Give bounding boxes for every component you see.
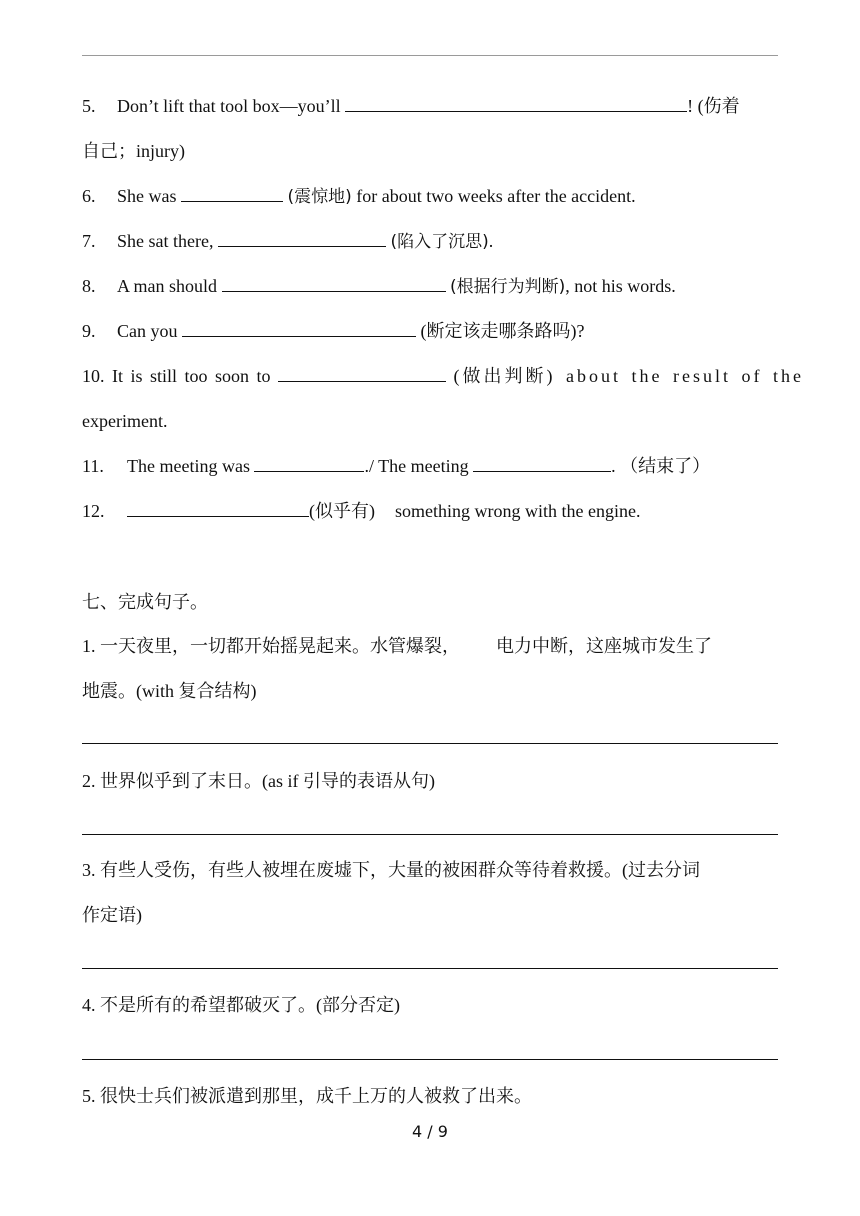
question-text: experiment. <box>82 411 168 431</box>
question-text: Don’t lift that tool box—you’ll <box>117 96 346 116</box>
sentence-1-cont: 地震。(with 复合结构) <box>82 681 257 701</box>
question-8 <box>82 274 778 299</box>
page-number: 4 / 9 <box>412 1122 448 1141</box>
sentence-5: 5. 很快士兵们被派遣到那里，成千上万的人被救了出来。 <box>82 1086 532 1106</box>
question-7 <box>82 229 778 254</box>
question-number: 10. <box>82 366 105 386</box>
question-hint: (根据行为判断) <box>450 277 566 297</box>
sentence-4: 4. 不是所有的希望都破灭了。(部分否定) <box>82 995 400 1015</box>
question-hint: (断定该走哪条路吗)? <box>420 321 585 341</box>
question-9 <box>82 319 778 343</box>
answer-blank[interactable] <box>182 320 416 337</box>
answer-blank[interactable] <box>278 365 446 382</box>
answer-blank[interactable] <box>254 455 364 472</box>
answer-line[interactable] <box>82 834 778 835</box>
sentence-3-cont: 作定语) <box>82 905 142 925</box>
question-text: for about two weeks after the accident. <box>351 186 636 206</box>
question-5-cont <box>82 139 778 163</box>
question-5 <box>82 94 778 118</box>
answer-blank[interactable] <box>181 185 283 202</box>
answer-blank[interactable] <box>222 275 446 292</box>
question-10-cont <box>82 409 778 433</box>
question-10 <box>82 364 804 388</box>
question-text: something wrong with the engine. <box>395 501 641 521</box>
sentence-2: 2. 世界似乎到了末日。(as if 引导的表语从句) <box>82 771 435 791</box>
answer-line[interactable] <box>82 968 778 969</box>
question-11 <box>82 454 778 479</box>
question-number: 5. <box>82 96 96 116</box>
question-text: 自己；injury) <box>82 141 185 161</box>
question-text: A man should <box>117 276 222 296</box>
question-text: She sat there, <box>117 231 218 251</box>
question-text: Can you <box>117 321 182 341</box>
question-6 <box>82 184 778 209</box>
answer-line[interactable] <box>82 1059 778 1060</box>
sentence-text: 电力中断，这座城市发生了 <box>496 636 712 656</box>
answer-line[interactable] <box>82 743 778 744</box>
answer-blank[interactable] <box>127 500 309 517</box>
question-number: 11. <box>82 456 104 476</box>
question-hint: (似乎有) <box>309 501 375 521</box>
question-number: 8. <box>82 276 96 296</box>
question-text: . <box>488 231 494 251</box>
question-hint: （结束了） <box>620 456 711 477</box>
question-number: 12. <box>82 501 105 521</box>
question-text: , not his words. <box>565 276 676 296</box>
answer-blank[interactable] <box>218 230 386 247</box>
sentence-text: 1. 一天夜里，一切都开始摇晃起来。水管爆裂， <box>82 636 460 656</box>
question-number: 7. <box>82 231 96 251</box>
question-hint: (震惊地) <box>287 187 352 207</box>
sentence-3: 3. 有些人受伤，有些人被埋在废墟下，大量的被困群众等待着救援。(过去分词 <box>82 860 700 880</box>
section-title: 七、完成句子。 <box>82 592 208 613</box>
question-number: 9. <box>82 321 96 341</box>
sentence-1 <box>82 634 778 658</box>
question-number: 6. <box>82 186 96 206</box>
question-hint: ! (伤着 <box>687 96 740 116</box>
header-rule <box>82 55 778 56</box>
question-hint: (陷入了沉思) <box>390 232 489 252</box>
answer-blank[interactable] <box>345 95 687 112</box>
answer-blank[interactable] <box>473 455 611 472</box>
question-text: ./ The meeting <box>364 456 474 476</box>
question-hint: (做出判断) about the result of the <box>453 366 804 386</box>
question-text: . <box>611 456 616 476</box>
question-12 <box>82 499 778 523</box>
question-text: The meeting was <box>127 456 255 476</box>
question-text: She was <box>117 186 181 206</box>
question-text: It is still too soon to <box>112 366 279 386</box>
